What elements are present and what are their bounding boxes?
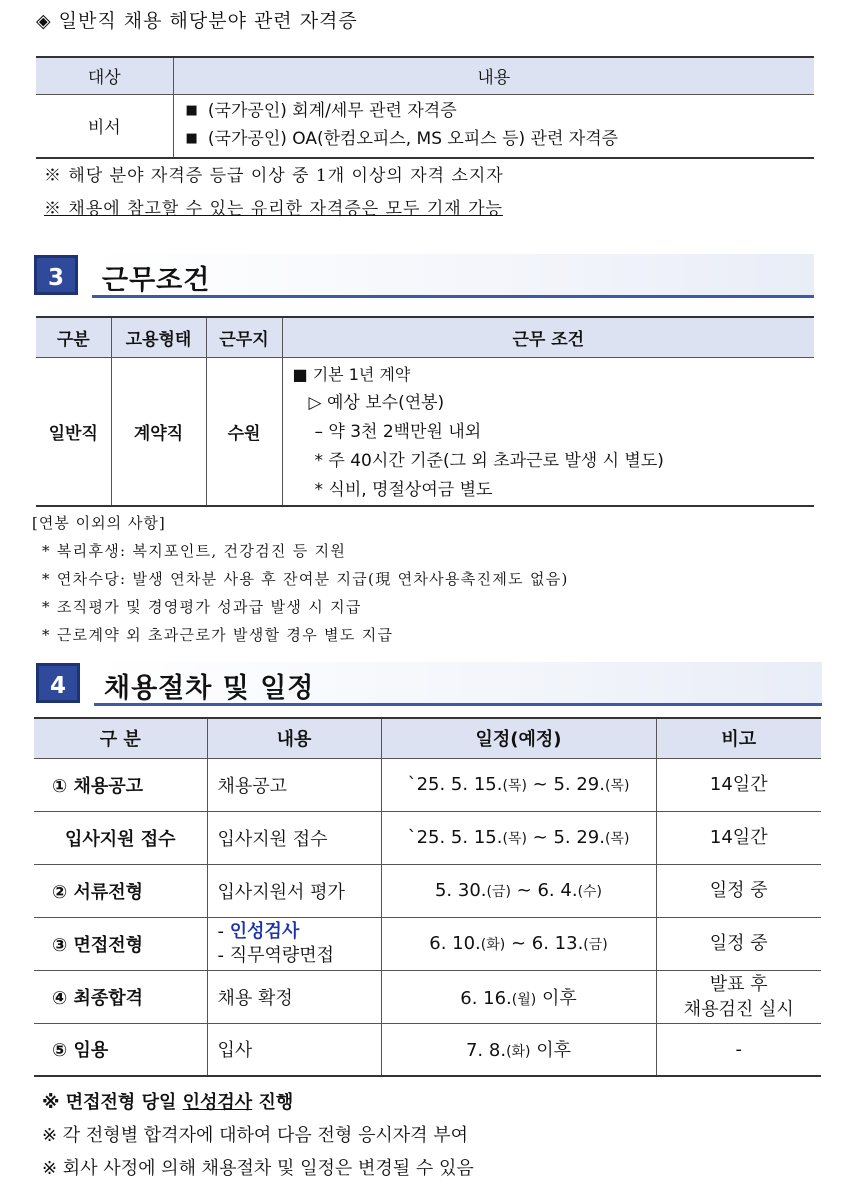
note-cell: - — [656, 1023, 821, 1076]
conditions-cell — [282, 357, 814, 506]
header-schedule: 일정(예정) — [381, 718, 656, 758]
extra-item: * 연차수당: 발생 연차분 사용 후 잔여분 지급(現 연차사용촉진제도 없음) — [42, 570, 569, 588]
header-conditions: 근무 조건 — [282, 317, 814, 357]
section-title: 근무조건 — [102, 265, 211, 296]
section-title: 채용절차 및 일정 — [104, 673, 315, 704]
content-cell: 채용 확정 — [207, 970, 381, 1023]
condition-line: – 약 3천 2백만원 내외 — [314, 421, 482, 442]
step-cell: ① 채용공고 — [34, 758, 207, 811]
qualification-note-underlined: ※ 채용에 참고할 수 있는 유리한 자격증은 모두 기재 가능 — [44, 199, 503, 219]
section-number: 3 — [34, 255, 78, 295]
location-cell: 수원 — [206, 357, 282, 506]
condition-line: * 주 40시간 기준(그 외 초과근로 발생 시 별도) — [314, 450, 664, 471]
qualification-list — [173, 94, 814, 158]
step-cell: ③ 면접전형 — [34, 917, 207, 970]
extra-item: * 근로계약 외 초과근로가 발생할 경우 별도 지급 — [42, 626, 394, 644]
step-cell: 입사지원 접수 — [34, 811, 207, 864]
header-target: 대상 — [36, 57, 173, 94]
table-row — [34, 970, 821, 1023]
header-content: 내용 — [207, 718, 381, 758]
extra-item: * 조직평가 및 경영평가 성과급 발생 시 지급 — [42, 598, 362, 616]
date-cell: 7. 8.(화) 이후 — [381, 1023, 656, 1076]
header-content: 내용 — [173, 57, 814, 94]
header-employment-type: 고용형태 — [111, 317, 206, 357]
table-row — [34, 917, 821, 970]
note-cell: 14일간 — [656, 758, 821, 811]
personality-test-label: 인성검사 — [229, 920, 300, 942]
target-cell: 비서 — [36, 94, 173, 158]
step-cell: ② 서류전형 — [34, 864, 207, 917]
content-cell: 채용공고 — [207, 758, 381, 811]
step-cell: ④ 최종합격 — [34, 970, 207, 1023]
table-row — [34, 864, 821, 917]
date-cell: `25. 5. 15.(목) ~ 5. 29.(목) — [381, 758, 656, 811]
footnote-interview: ※ 면접전형 당일 인성검사 진행 — [42, 1092, 294, 1113]
date-cell: 6. 16.(월) 이후 — [381, 970, 656, 1023]
content-cell: 입사 — [207, 1023, 381, 1076]
footnote-change: ※ 회사 사정에 의해 채용절차 및 일정은 변경될 수 있음 — [42, 1158, 474, 1179]
list-item: ■ (국가공인) 회계/세무 관련 자격증 — [186, 98, 815, 126]
table-row — [34, 1023, 821, 1076]
employment-type-cell: 계약직 — [111, 357, 206, 506]
table-row — [34, 758, 821, 811]
note-cell: 14일간 — [656, 811, 821, 864]
qualification-note: ※ 해당 분야 자격증 등급 이상 중 1개 이상의 자격 소지자 — [44, 166, 504, 186]
date-cell: 6. 10.(화) ~ 6. 13.(금) — [381, 917, 656, 970]
note-cell: 발표 후 채용검진 실시 — [656, 970, 821, 1023]
header-category: 구분 — [36, 317, 111, 357]
footnote-eligibility: ※ 각 전형별 합격자에 대하여 다음 전형 응시자격 부여 — [42, 1125, 469, 1146]
note-cell: 일정 중 — [656, 864, 821, 917]
date-cell: `25. 5. 15.(목) ~ 5. 29.(목) — [381, 811, 656, 864]
interview-label: 직무역량면접 — [229, 944, 335, 966]
content-cell: 입사지원 접수 — [207, 811, 381, 864]
condition-line: * 식비, 명절상여금 별도 — [314, 479, 493, 500]
header-note: 비고 — [656, 718, 821, 758]
list-item: ■ (국가공인) OA(한컴오피스, MS 오피스 등) 관련 자격증 — [186, 126, 815, 154]
header-step: 구 분 — [34, 718, 207, 758]
category-cell: 일반직 — [36, 357, 111, 506]
date-cell: 5. 30.(금) ~ 6. 4.(수) — [381, 864, 656, 917]
extra-item: * 복리후생: 복지포인트, 건강검진 등 지원 — [42, 542, 347, 560]
qualification-heading: ◈ 일반직 채용 해당분야 관련 자격증 — [36, 10, 358, 32]
qualification-table — [36, 56, 814, 159]
table-row — [34, 811, 821, 864]
condition-line: ■ 기본 1년 계약 — [292, 364, 411, 384]
work-conditions-table — [36, 316, 814, 507]
extras-title: [연봉 이외의 사항] — [32, 514, 166, 532]
header-location: 근무지 — [206, 317, 282, 357]
condition-line: ▷ 예상 보수(연봉) — [308, 392, 445, 413]
section-number: 4 — [36, 663, 80, 703]
schedule-table — [34, 717, 821, 1077]
content-cell: 입사지원서 평가 — [207, 864, 381, 917]
content-cell: - 인성검사 - 직무역량면접 — [207, 917, 381, 970]
step-cell: ⑤ 임용 — [34, 1023, 207, 1076]
note-cell: 일정 중 — [656, 917, 821, 970]
